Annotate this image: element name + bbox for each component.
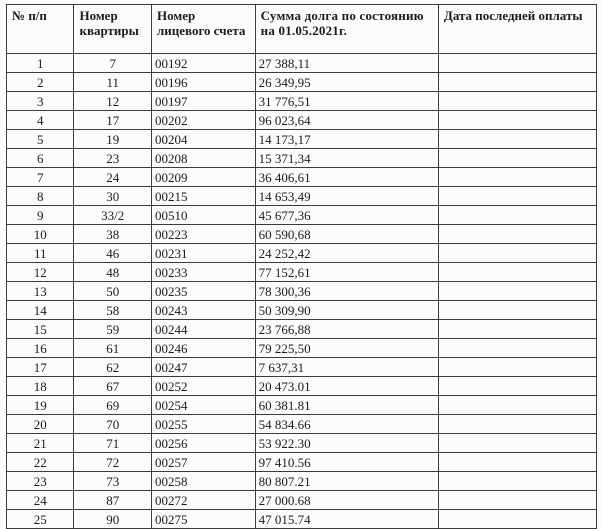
table-cell: 10	[7, 225, 74, 244]
table-cell: 72	[74, 453, 152, 472]
table-cell	[438, 187, 596, 206]
table-cell	[438, 434, 596, 453]
table-row	[7, 472, 597, 491]
table-row	[7, 510, 597, 529]
table-cell: 1	[7, 54, 74, 73]
table-cell: 00197	[151, 92, 255, 111]
table-cell: 00223	[151, 225, 255, 244]
table-cell	[438, 491, 596, 510]
table-cell	[438, 453, 596, 472]
table-cell: 23	[7, 472, 74, 491]
table-row	[7, 415, 597, 434]
table-cell	[438, 54, 596, 73]
table-cell: 14	[7, 301, 74, 320]
table-cell	[438, 206, 596, 225]
table-row	[7, 92, 597, 111]
table-cell: 00246	[151, 339, 255, 358]
table-row	[7, 301, 597, 320]
table-cell: 00255	[151, 415, 255, 434]
table-cell	[438, 263, 596, 282]
table-cell: 7 637,31	[255, 358, 438, 377]
table-cell: 27 000.68	[255, 491, 438, 510]
table-cell: 17	[74, 111, 152, 130]
debt-table	[6, 4, 597, 529]
table-cell: 19	[7, 396, 74, 415]
table-cell: 45 677,36	[255, 206, 438, 225]
table-cell	[438, 225, 596, 244]
table-cell	[438, 320, 596, 339]
header-account: Номер лицевого счета	[151, 5, 255, 54]
table-cell: 17	[7, 358, 74, 377]
table-cell: 12	[7, 263, 74, 282]
table-cell: 00208	[151, 149, 255, 168]
table-cell: 00254	[151, 396, 255, 415]
table-cell: 54 834.66	[255, 415, 438, 434]
table-cell: 61	[74, 339, 152, 358]
table-cell	[438, 168, 596, 187]
table-row	[7, 377, 597, 396]
table-cell: 90	[74, 510, 152, 529]
table-cell: 80 807.21	[255, 472, 438, 491]
table-cell	[438, 415, 596, 434]
table-cell	[438, 377, 596, 396]
table-cell: 50	[74, 282, 152, 301]
table-cell: 97 410.56	[255, 453, 438, 472]
table-cell: 00275	[151, 510, 255, 529]
table-cell: 71	[74, 434, 152, 453]
table-cell	[438, 301, 596, 320]
table-cell	[438, 396, 596, 415]
table-cell	[438, 73, 596, 92]
table-cell: 00209	[151, 168, 255, 187]
table-cell: 00196	[151, 73, 255, 92]
table-cell: 23 766,88	[255, 320, 438, 339]
table-cell: 19	[74, 130, 152, 149]
table-cell: 96 023,64	[255, 111, 438, 130]
table-cell: 5	[7, 130, 74, 149]
table-cell	[438, 472, 596, 491]
table-cell	[438, 149, 596, 168]
table-cell: 33/2	[74, 206, 152, 225]
table-cell: 73	[74, 472, 152, 491]
table-cell: 00233	[151, 263, 255, 282]
table-cell: 14 173,17	[255, 130, 438, 149]
table-row	[7, 244, 597, 263]
table-cell: 36 406,61	[255, 168, 438, 187]
table-cell: 48	[74, 263, 152, 282]
table-cell: 47 015.74	[255, 510, 438, 529]
table-cell: 15 371,34	[255, 149, 438, 168]
table-cell: 26 349,95	[255, 73, 438, 92]
table-cell: 77 152,61	[255, 263, 438, 282]
table-cell: 00272	[151, 491, 255, 510]
table-row	[7, 282, 597, 301]
table-row	[7, 54, 597, 73]
table-cell: 22	[7, 453, 74, 472]
table-cell: 2	[7, 73, 74, 92]
header-debt-amount: Сумма долга по состоянию на 01.05.2021г.	[255, 5, 438, 54]
table-cell: 53 922.30	[255, 434, 438, 453]
table-row	[7, 339, 597, 358]
table-cell: 00231	[151, 244, 255, 263]
table-row	[7, 130, 597, 149]
table-header-row	[7, 5, 597, 54]
table-cell	[438, 130, 596, 149]
table-row	[7, 320, 597, 339]
table-cell: 7	[7, 168, 74, 187]
table-cell: 00256	[151, 434, 255, 453]
table-row	[7, 434, 597, 453]
table-cell: 20 473.01	[255, 377, 438, 396]
table-cell: 00510	[151, 206, 255, 225]
table-cell: 00257	[151, 453, 255, 472]
table-cell: 00235	[151, 282, 255, 301]
table-cell: 50 309,90	[255, 301, 438, 320]
table-cell	[438, 510, 596, 529]
header-apartment: Номер квартиры	[74, 5, 152, 54]
table-cell: 78 300,36	[255, 282, 438, 301]
table-cell: 20	[7, 415, 74, 434]
table-cell: 8	[7, 187, 74, 206]
table-cell: 15	[7, 320, 74, 339]
table-cell: 31 776,51	[255, 92, 438, 111]
table-cell: 24 252,42	[255, 244, 438, 263]
table-cell: 00244	[151, 320, 255, 339]
table-row	[7, 396, 597, 415]
table-cell: 38	[74, 225, 152, 244]
table-cell: 59	[74, 320, 152, 339]
table-cell: 6	[7, 149, 74, 168]
table-cell: 24	[74, 168, 152, 187]
table-cell: 24	[7, 491, 74, 510]
table-row	[7, 453, 597, 472]
table-cell: 13	[7, 282, 74, 301]
table-cell: 87	[74, 491, 152, 510]
table-cell: 3	[7, 92, 74, 111]
table-row	[7, 491, 597, 510]
table-cell	[438, 358, 596, 377]
table-cell: 00252	[151, 377, 255, 396]
table-cell: 27 388,11	[255, 54, 438, 73]
table-cell: 69	[74, 396, 152, 415]
table-cell: 18	[7, 377, 74, 396]
table-cell: 60 381.81	[255, 396, 438, 415]
table-row	[7, 225, 597, 244]
table-cell: 12	[74, 92, 152, 111]
table-row	[7, 111, 597, 130]
table-row	[7, 149, 597, 168]
table-cell: 60 590,68	[255, 225, 438, 244]
table-row	[7, 358, 597, 377]
table-cell: 00247	[151, 358, 255, 377]
table-cell: 25	[7, 510, 74, 529]
table-row	[7, 187, 597, 206]
header-last-payment: Дата последней оплаты	[438, 5, 596, 54]
table-cell: 00215	[151, 187, 255, 206]
table-row	[7, 263, 597, 282]
table-cell	[438, 111, 596, 130]
table-body	[7, 54, 597, 529]
table-cell: 7	[74, 54, 152, 73]
table-cell: 11	[7, 244, 74, 263]
table-cell: 67	[74, 377, 152, 396]
table-cell: 00204	[151, 130, 255, 149]
table-cell: 00243	[151, 301, 255, 320]
table-cell: 9	[7, 206, 74, 225]
table-cell: 58	[74, 301, 152, 320]
table-cell	[438, 339, 596, 358]
table-cell: 11	[74, 73, 152, 92]
table-cell: 46	[74, 244, 152, 263]
table-cell	[438, 92, 596, 111]
table-cell	[438, 282, 596, 301]
table-cell: 70	[74, 415, 152, 434]
table-cell: 23	[74, 149, 152, 168]
table-cell: 21	[7, 434, 74, 453]
table-cell: 00192	[151, 54, 255, 73]
table-row	[7, 168, 597, 187]
table-cell: 00258	[151, 472, 255, 491]
table-cell: 4	[7, 111, 74, 130]
header-row-number: № п/п	[7, 5, 74, 54]
table-cell: 30	[74, 187, 152, 206]
table-row	[7, 73, 597, 92]
table-cell: 16	[7, 339, 74, 358]
table-cell: 62	[74, 358, 152, 377]
table-cell: 00202	[151, 111, 255, 130]
table-cell: 14 653,49	[255, 187, 438, 206]
table-row	[7, 206, 597, 225]
table-cell: 79 225,50	[255, 339, 438, 358]
table-cell	[438, 244, 596, 263]
